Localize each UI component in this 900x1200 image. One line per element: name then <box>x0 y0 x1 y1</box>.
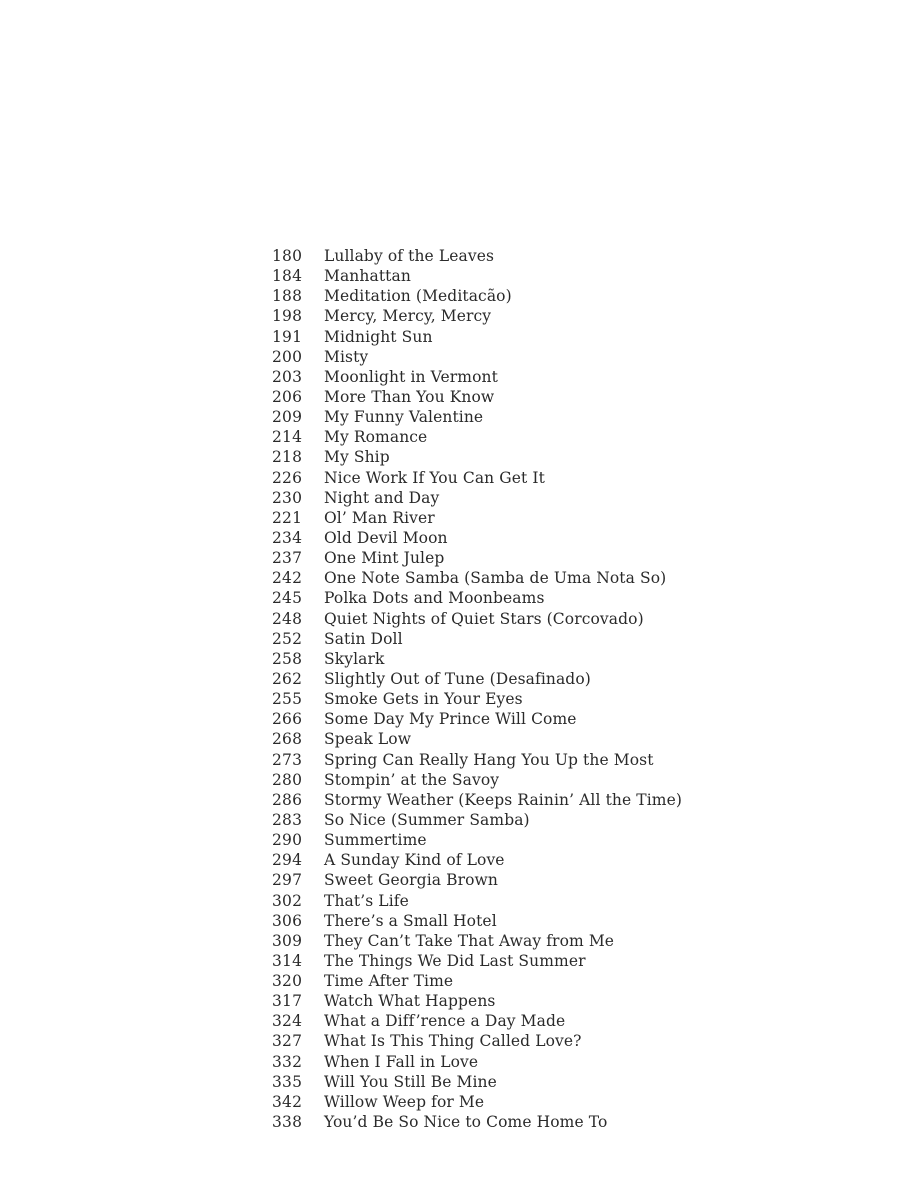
toc-song-title: Ol’ Man River <box>324 508 435 527</box>
toc-entry <box>272 1072 682 1092</box>
toc-page-number: 320 <box>272 972 303 991</box>
toc-entry <box>272 810 682 830</box>
toc-page-number: 248 <box>272 609 303 628</box>
toc-entry <box>272 508 682 528</box>
toc-entry <box>272 387 682 407</box>
toc-page-number: 218 <box>272 448 303 467</box>
toc-page-number: 198 <box>272 307 303 326</box>
toc-song-title: One Mint Julep <box>324 549 445 568</box>
toc-entry <box>272 427 682 447</box>
toc-song-title: When I Fall in Love <box>324 1052 479 1071</box>
table-of-contents <box>272 246 682 1132</box>
toc-song-title: My Romance <box>324 428 428 447</box>
toc-page-number: 180 <box>272 247 303 265</box>
toc-song-title: Polka Dots and Moonbeams <box>324 589 545 608</box>
toc-song-title: Watch What Happens <box>324 992 496 1011</box>
toc-entry <box>272 1011 682 1031</box>
toc-page-number: 242 <box>272 569 303 588</box>
toc-entry <box>272 407 682 427</box>
toc-song-title: Stormy Weather (Keeps Rainin’ All the Time) <box>324 790 682 809</box>
toc-entry <box>272 1092 682 1112</box>
toc-page-number: 338 <box>272 1113 303 1132</box>
toc-entry <box>272 246 682 266</box>
toc-page-number: 309 <box>272 931 303 950</box>
toc-page-number: 234 <box>272 528 303 547</box>
toc-page-number: 200 <box>272 347 303 366</box>
toc-page-number: 203 <box>272 367 303 386</box>
toc-song-title: A Sunday Kind of Love <box>324 851 505 870</box>
toc-song-title: What Is This Thing Called Love? <box>324 1032 582 1051</box>
toc-song-title: Sweet Georgia Brown <box>324 871 499 890</box>
toc-entry <box>272 347 682 367</box>
toc-entry <box>272 689 682 709</box>
toc-page-number: 221 <box>272 508 303 527</box>
toc-page-number: 206 <box>272 387 303 406</box>
toc-entry <box>272 750 682 770</box>
toc-song-title: Misty <box>324 347 369 366</box>
toc-page-number: 273 <box>272 750 303 769</box>
toc-entry <box>272 931 682 951</box>
toc-song-title: One Note Samba (Samba de Uma Nota So) <box>324 569 667 588</box>
toc-song-title: Slightly Out of Tune (Desafinado) <box>324 669 591 688</box>
toc-song-title: Mercy, Mercy, Mercy <box>324 307 492 326</box>
toc-song-title: Moonlight in Vermont <box>324 367 498 386</box>
toc-page-number: 294 <box>272 851 303 870</box>
toc-entry <box>272 548 682 568</box>
toc-song-title: Midnight Sun <box>324 327 433 346</box>
toc-song-title: Some Day My Prince Will Come <box>324 710 577 729</box>
toc-song-title: Willow Weep for Me <box>324 1092 485 1111</box>
toc-page-number: 226 <box>272 468 303 487</box>
toc-entry <box>272 870 682 890</box>
toc-page-number: 184 <box>272 267 303 286</box>
toc-song-title: Lullaby of the Leaves <box>324 247 495 265</box>
toc-page-number: 266 <box>272 710 303 729</box>
toc-page-number: 327 <box>272 1032 303 1051</box>
toc-entry <box>272 588 682 608</box>
toc-page-number: 280 <box>272 770 303 789</box>
toc-entry <box>272 649 682 669</box>
toc-page-number: 191 <box>272 327 303 346</box>
toc-page-number: 214 <box>272 428 303 447</box>
toc-song-title: Nice Work If You Can Get It <box>324 468 545 487</box>
toc-entry <box>272 306 682 326</box>
toc-page-number: 335 <box>272 1072 303 1091</box>
toc-entry <box>272 568 682 588</box>
toc-song-title: There’s a Small Hotel <box>324 911 497 930</box>
toc-page-number: 286 <box>272 790 303 809</box>
toc-song-title: You’d Be So Nice to Come Home To <box>324 1113 608 1132</box>
toc-song-title: My Funny Valentine <box>324 408 484 427</box>
toc-song-title: Time After Time <box>324 972 454 991</box>
toc-song-title: They Can’t Take That Away from Me <box>324 931 615 950</box>
toc-song-title: What a Diff’rence a Day Made <box>324 1012 566 1031</box>
toc-entry <box>272 790 682 810</box>
toc-song-title: Stompin’ at the Savoy <box>324 770 500 789</box>
toc-entry <box>272 951 682 971</box>
toc-entry <box>272 286 682 306</box>
toc-entry <box>272 1112 682 1132</box>
toc-page-number: 342 <box>272 1092 303 1111</box>
toc-page-number: 252 <box>272 629 303 648</box>
toc-page-number: 237 <box>272 549 303 568</box>
toc-entry <box>272 629 682 649</box>
toc-song-title: Skylark <box>324 649 385 668</box>
toc-page-number: 302 <box>272 891 303 910</box>
toc-song-title: Spring Can Really Hang You Up the Most <box>324 750 654 769</box>
toc-song-title: Meditation (Meditacão) <box>324 287 512 306</box>
toc-entry <box>272 1031 682 1051</box>
toc-song-title: Will You Still Be Mine <box>324 1072 497 1091</box>
toc-entry <box>272 528 682 548</box>
toc-entry <box>272 729 682 749</box>
toc-entry <box>272 830 682 850</box>
toc-entry <box>272 327 682 347</box>
toc-page-number: 209 <box>272 408 303 427</box>
toc-page-number: 332 <box>272 1052 303 1071</box>
toc-song-title: That’s Life <box>324 891 409 910</box>
toc-page-number: 230 <box>272 488 303 507</box>
toc-entry <box>272 609 682 629</box>
toc-entry <box>272 991 682 1011</box>
toc-entry <box>272 850 682 870</box>
toc-page-number: 314 <box>272 951 303 970</box>
toc-page-number: 188 <box>272 287 303 306</box>
toc-entry <box>272 971 682 991</box>
toc-song-title: Satin Doll <box>324 629 403 648</box>
toc-song-title: Manhattan <box>324 267 411 286</box>
toc-song-title: Quiet Nights of Quiet Stars (Corcovado) <box>324 609 644 628</box>
toc-page-number: 324 <box>272 1012 303 1031</box>
toc-page-number: 297 <box>272 871 303 890</box>
toc-page-number: 283 <box>272 810 303 829</box>
toc-song-title: Summertime <box>324 831 427 850</box>
toc-entry <box>272 770 682 790</box>
toc-entry <box>272 891 682 911</box>
toc-page-number: 258 <box>272 649 303 668</box>
toc-page-number: 306 <box>272 911 303 930</box>
toc-page-number: 255 <box>272 690 303 709</box>
toc-entry <box>272 468 682 488</box>
toc-page-number: 317 <box>272 992 303 1011</box>
toc-entry <box>272 709 682 729</box>
toc-song-title: So Nice (Summer Samba) <box>324 810 530 829</box>
toc-song-title: The Things We Did Last Summer <box>324 951 586 970</box>
toc-page-number: 245 <box>272 589 303 608</box>
toc-entry <box>272 669 682 689</box>
toc-entry <box>272 367 682 387</box>
toc-song-title: My Ship <box>324 448 390 467</box>
toc-song-title: Night and Day <box>324 488 440 507</box>
toc-song-title: Smoke Gets in Your Eyes <box>324 690 523 709</box>
toc-entry <box>272 911 682 931</box>
toc-entry <box>272 1052 682 1072</box>
toc-entry <box>272 488 682 508</box>
toc-page-number: 262 <box>272 669 303 688</box>
toc-page-number: 268 <box>272 730 303 749</box>
toc-song-title: Old Devil Moon <box>324 528 448 547</box>
toc-song-title: More Than You Know <box>324 387 495 406</box>
toc-song-title: Speak Low <box>324 730 412 749</box>
toc-entry <box>272 266 682 286</box>
toc-page-number: 290 <box>272 831 303 850</box>
toc-entry <box>272 447 682 467</box>
